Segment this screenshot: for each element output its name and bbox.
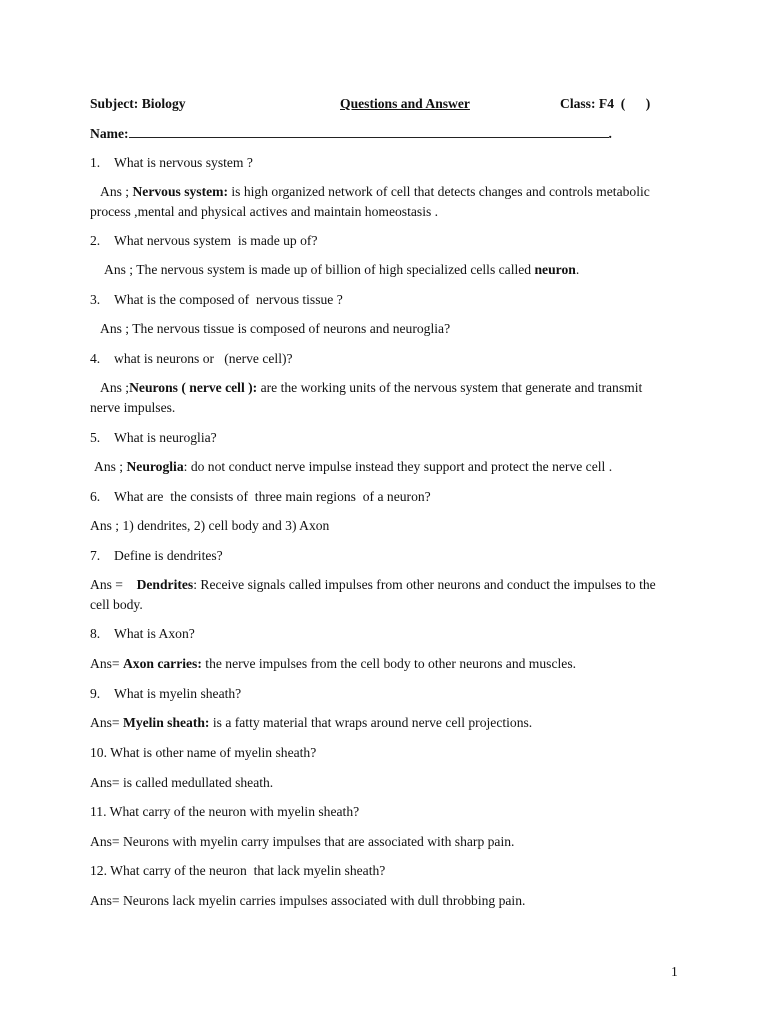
answer-11: Ans= Neurons with myelin carry impulses that are associated with sharp pain. (90, 834, 515, 849)
subject-label: Subject: Biology (90, 96, 186, 111)
question-3: 3. What is the composed of nervous tissue ? (90, 292, 343, 307)
question-2: 2. What nervous system is made up of? (90, 233, 318, 248)
answer-2: Ans ; The nervous system is made up of billion of high specialized cells called neuron. (104, 262, 580, 277)
answer-10: Ans= is called medullated sheath. (90, 775, 274, 790)
answer-1: Ans ; Nervous system: is high organized network of cell that detects changes and controls metabolic process ,mental and physical actives and maintain homeostasis . (90, 184, 650, 219)
header (90, 94, 690, 114)
answer-7: Ans = Dendrites: Receive signals called impulses from other neurons and conduct the impulses to the cell body. (90, 577, 656, 612)
answer-9: Ans= Myelin sheath: is a fatty material that wraps around nerve cell projections. (90, 715, 533, 730)
answer-5: Ans ; Neuroglia: do not conduct nerve impulse instead they support and protect the nerve cell . (94, 459, 613, 474)
question-8: 8. What is Axon? (90, 626, 195, 641)
answer-12: Ans= Neurons lack myelin carries impulses associated with dull throbbing pain. (90, 893, 526, 908)
answer-3: Ans ; The nervous tissue is composed of neurons and neuroglia? (100, 321, 451, 336)
name-field: Name: . (90, 123, 650, 144)
answer-8: Ans= Axon carries: the nerve impulses from the cell body to other neurons and muscles. (90, 656, 577, 671)
document-title: Questions and Answer (340, 96, 470, 111)
page-number: 1 (671, 964, 678, 979)
answer-4: Ans ;Neurons ( nerve cell ): are the working units of the nervous system that generate and transmit nerve impulses. (90, 380, 643, 415)
question-6: 6. What are the consists of three main regions of a neuron? (90, 489, 431, 504)
answer-6: Ans ; 1) dendrites, 2) cell body and 3) Axon (90, 518, 330, 533)
question-5: 5. What is neuroglia? (90, 430, 217, 445)
question-10: 10. What is other name of myelin sheath? (90, 745, 317, 760)
name-blank-line (129, 123, 609, 138)
class-label: Class: F4 ( ) (560, 96, 651, 111)
name-label: Name: (90, 126, 129, 141)
question-12: 12. What carry of the neuron that lack myelin sheath? (90, 863, 386, 878)
question-7: 7. Define is dendrites? (90, 548, 223, 563)
question-9: 9. What is myelin sheath? (90, 686, 242, 701)
question-1: 1. What is nervous system ? (90, 155, 253, 170)
question-11: 11. What carry of the neuron with myelin sheath? (90, 804, 360, 819)
question-4: 4. what is neurons or (nerve cell)? (90, 351, 293, 366)
